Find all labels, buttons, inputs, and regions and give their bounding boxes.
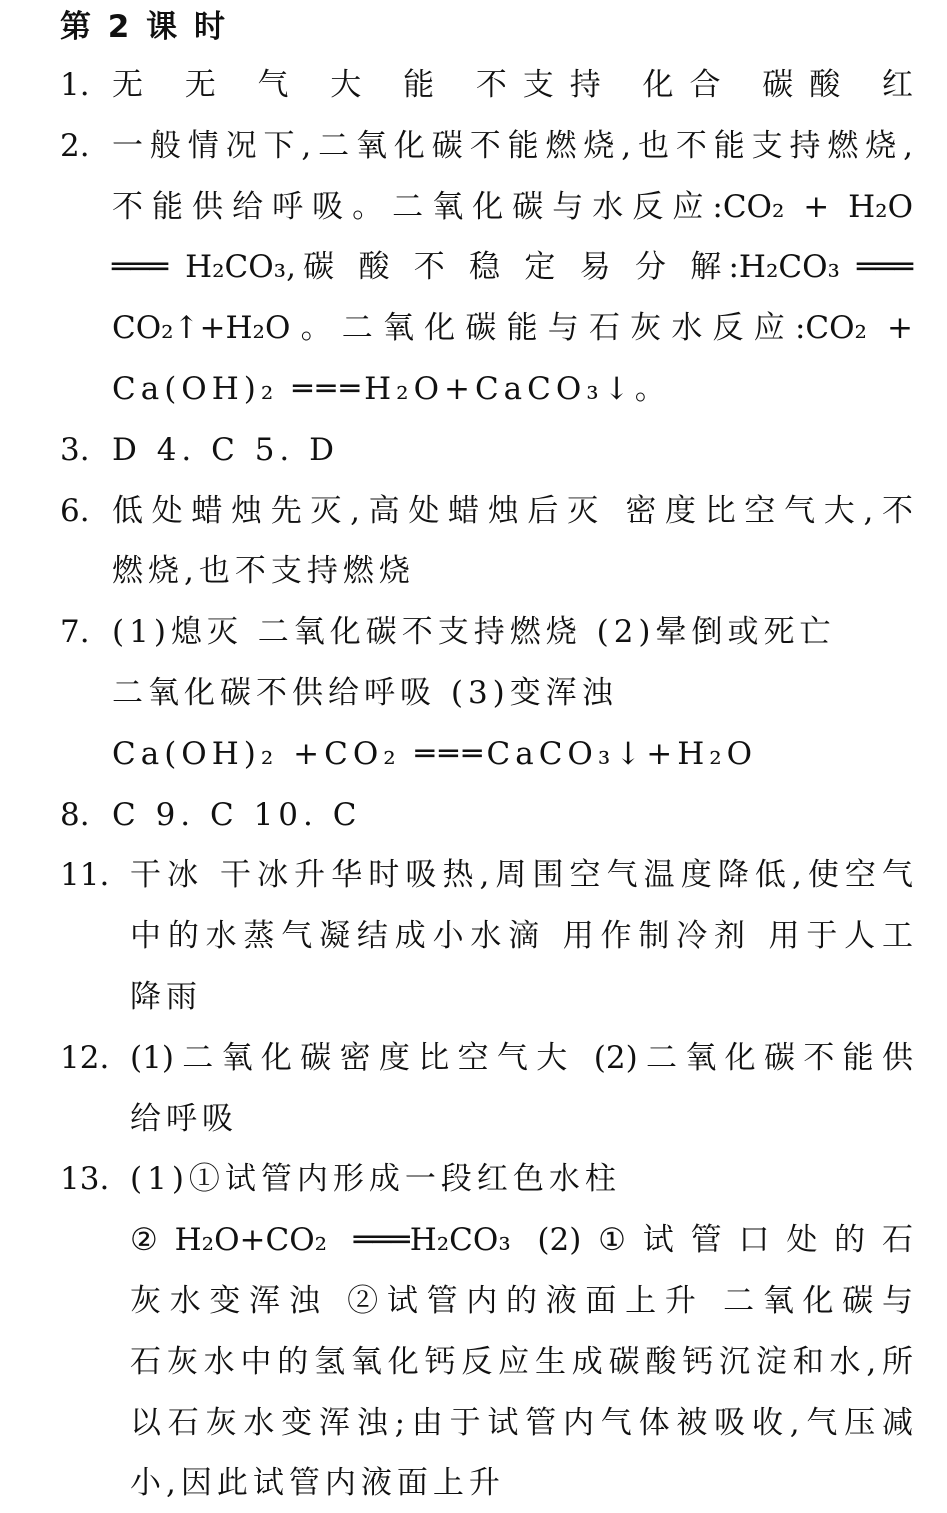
answer-text: 二氧化碳不供给呼吸 (3)变浑浊 bbox=[112, 675, 618, 711]
answer-text: Ca(OH)₂ +CO₂ ═══CaCO₃↓+H₂O bbox=[112, 735, 758, 772]
answer-text: 降雨 bbox=[130, 979, 202, 1015]
question-number: 11. bbox=[60, 857, 110, 894]
answer-text: ═══ H₂CO₃,碳 酸 不 稳 定 易 分 解:H₂CO₃ ═══ bbox=[112, 249, 913, 286]
answer-line bbox=[0, 1332, 935, 1392]
answer-line bbox=[0, 237, 935, 297]
answer-text: 石灰水中的氢氧化钙反应生成碳酸钙沉淀和水,所 bbox=[130, 1343, 913, 1380]
answer-line bbox=[0, 1089, 935, 1149]
answer-line bbox=[0, 663, 935, 723]
question-number: 13. bbox=[60, 1161, 110, 1198]
answer-text: 一般情况下,二氧化碳不能燃烧,也不能支持燃烧, bbox=[112, 127, 913, 164]
answer-line bbox=[0, 55, 935, 115]
answer-line bbox=[0, 785, 935, 845]
answer-line bbox=[0, 177, 935, 237]
question-number: 8. bbox=[60, 796, 90, 833]
answer-line bbox=[0, 906, 935, 966]
answer-text: (1)①试管内形成一段红色水柱 bbox=[130, 1161, 621, 1198]
answer-line bbox=[0, 1028, 935, 1088]
answer-line bbox=[0, 602, 935, 662]
answer-text: 灰水变浑浊 ②试管内的液面上升 二氧化碳与 bbox=[130, 1283, 913, 1319]
answer-line bbox=[0, 1453, 935, 1513]
answer-text: CO₂↑+H₂O。二氧化碳能与石灰水反应:CO₂ + bbox=[112, 310, 913, 347]
answer-text: 无 无 气 大 能 不支持 化合 碳酸 红 bbox=[112, 67, 913, 103]
question-number: 12. bbox=[60, 1039, 110, 1076]
answer-line bbox=[0, 1271, 935, 1331]
answer-text: 燃烧,也不支持燃烧 bbox=[112, 553, 415, 590]
answer-line bbox=[0, 1393, 935, 1453]
answer-line bbox=[0, 420, 935, 480]
answer-text: 低处蜡烛先灭,高处蜡烛后灭 密度比空气大,不 bbox=[112, 492, 913, 529]
answer-text: (1)二氧化碳密度比空气大 (2)二氧化碳不能供 bbox=[130, 1039, 913, 1076]
answer-line bbox=[0, 967, 935, 1027]
answer-text: ②H₂O+CO₂ ═══H₂CO₃ (2)①试管口处的石 bbox=[130, 1222, 913, 1259]
answer-line bbox=[0, 481, 935, 541]
section-title: 第 2 课 时 bbox=[60, 9, 228, 45]
question-number: 2. bbox=[60, 127, 90, 164]
answer-line bbox=[0, 541, 935, 601]
answer-line bbox=[0, 298, 935, 358]
answer-line bbox=[0, 724, 935, 784]
answer-text: 小,因此试管内液面上升 bbox=[130, 1465, 505, 1502]
answer-text: 干冰 干冰升华时吸热,周围空气温度降低,使空气 bbox=[130, 857, 913, 894]
answer-line bbox=[0, 116, 935, 176]
answer-line bbox=[0, 1149, 935, 1209]
answer-text: 不能供给呼吸。二氧化碳与水反应:CO₂ + H₂O bbox=[112, 188, 913, 225]
answer-text: Ca(OH)₂ ═══H₂O+CaCO₃↓。 bbox=[112, 371, 671, 407]
answer-text: D 4. C 5. D bbox=[112, 431, 339, 468]
answer-line bbox=[0, 1210, 935, 1270]
answer-line bbox=[0, 845, 935, 905]
question-number: 7. bbox=[60, 614, 90, 651]
question-number: 1. bbox=[60, 67, 90, 103]
answer-text: (1)熄灭 二氧化碳不支持燃烧 (2)晕倒或死亡 bbox=[112, 614, 836, 651]
question-number: 6. bbox=[60, 492, 90, 529]
answer-text: 中的水蒸气凝结成小水滴 用作制冷剂 用于人工 bbox=[130, 918, 913, 955]
answer-text: 给呼吸 bbox=[130, 1100, 238, 1137]
answer-text: 以石灰水变浑浊;由于试管内气体被吸收,气压减 bbox=[130, 1404, 913, 1441]
question-number: 3. bbox=[60, 431, 90, 468]
answer-line bbox=[0, 359, 935, 419]
answer-text: C 9. C 10. C bbox=[112, 796, 362, 833]
